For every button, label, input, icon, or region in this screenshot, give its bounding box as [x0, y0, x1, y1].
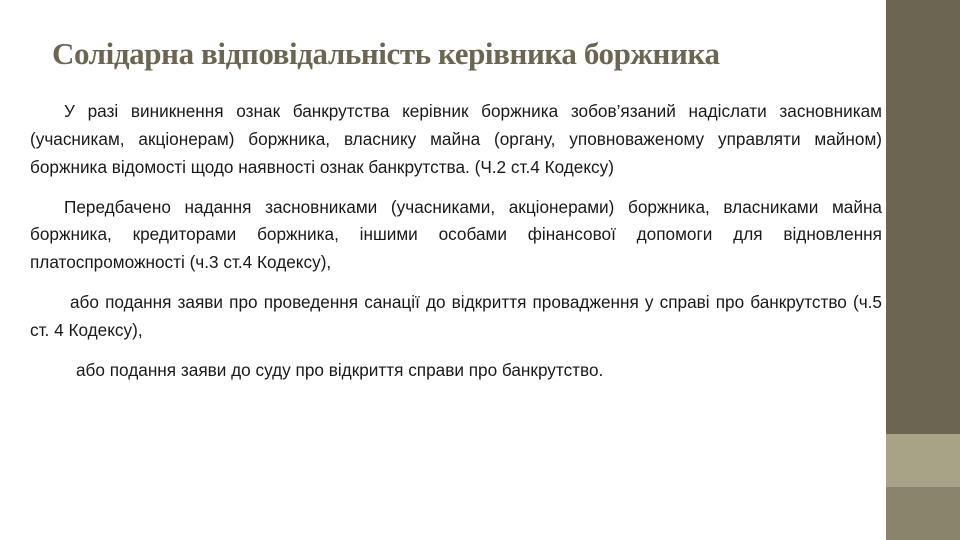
slide-title: Солідарна відповідальність керівника боржника	[52, 36, 720, 71]
decor-bar-bottom	[886, 487, 960, 540]
body-paragraph-3: або подання заяви про проведення санації до відкриття провадження у справі про банкрутство (ч.5 ст. 4 Кодексу),	[30, 292, 882, 341]
slide-body	[30, 98, 882, 385]
decor-bar-middle	[886, 434, 960, 487]
body-paragraph-4: або подання заяви до суду про відкриття справи про банкрутство.	[76, 359, 604, 380]
body-paragraph-2: Передбачено надання засновниками (учасниками, акціонерами) боржника, власниками майна боржника, кредиторами боржника, іншими особами фінансової допомоги для відновлення платоспроможності (ч.3 ст.4 Кодексу),	[30, 196, 882, 273]
body-paragraph-1: У разі виникнення ознак банкрутства керівник боржника зобов’язаний надіслати засновникам (учасникам, акціонерам) боржника, власнику майна (органу, уповноваженому управляти майном) боржника відомості щодо наявності ознак банкрутства. (Ч.2 ст.4 Кодексу)	[30, 101, 882, 177]
decor-bar-top	[886, 0, 960, 434]
